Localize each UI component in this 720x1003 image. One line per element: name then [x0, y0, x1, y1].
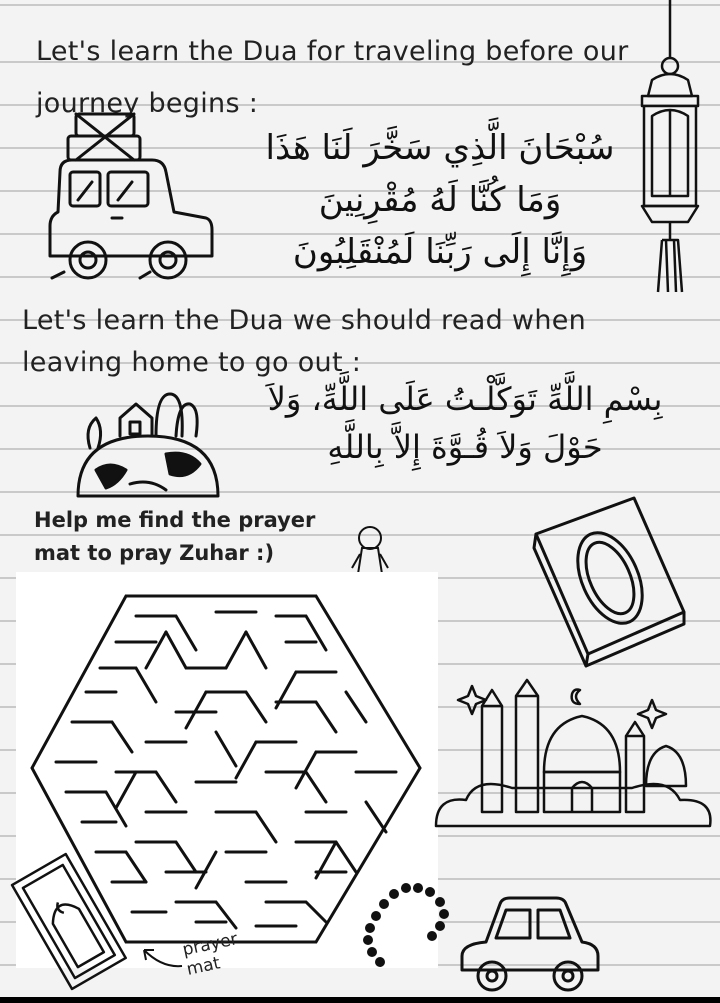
prayer-mat-label: prayer mat	[180, 929, 240, 980]
travel-dua-line-1: سُبْحَانَ الَّذِي سَخَّرَ لَنَا هَذَا	[265, 128, 615, 168]
mat-arrow-icon	[140, 944, 184, 970]
mosque-icon	[432, 676, 714, 846]
travel-dua-line-2: وَمَا كُنَّا لَهُ مُقْرِنِينَ	[318, 180, 562, 220]
small-car-icon	[456, 890, 604, 996]
leaving-home-intro-text: Let's learn the Dua we should read when leaving home to go out :	[22, 305, 587, 378]
travel-intro-text: Let's learn the Dua for traveling before our journey begins :	[36, 36, 629, 119]
home-on-globe-icon	[70, 384, 230, 500]
page-bottom-border	[0, 997, 720, 1003]
maze-instruction-text: Help me find the prayer mat to pray Zuhar :)	[34, 508, 316, 565]
car-with-luggage-icon	[40, 108, 220, 288]
travel-dua-text	[230, 122, 650, 278]
lantern-icon	[622, 0, 702, 295]
quran-book-icon	[524, 494, 694, 664]
prayer-mat-icon	[8, 856, 130, 988]
leaving-home-dua-text	[230, 375, 700, 471]
leaving-home-dua-line-2: حَوْلَ وَلاَ قُـوَّةَ إِلاَّ بِاللَّهِ	[327, 428, 603, 466]
leaving-home-dua-line-1: بِسْمِ اللَّهِّ تَوَكَّلْـتُ عَلَى اللَّهِّ، وَلاَ	[267, 380, 663, 418]
prayer-beads-icon	[358, 880, 454, 976]
travel-dua-line-3: وَإِنَّا إِلَى رَبِّنَا لَمُنْقَلِبُونَ	[292, 232, 588, 272]
